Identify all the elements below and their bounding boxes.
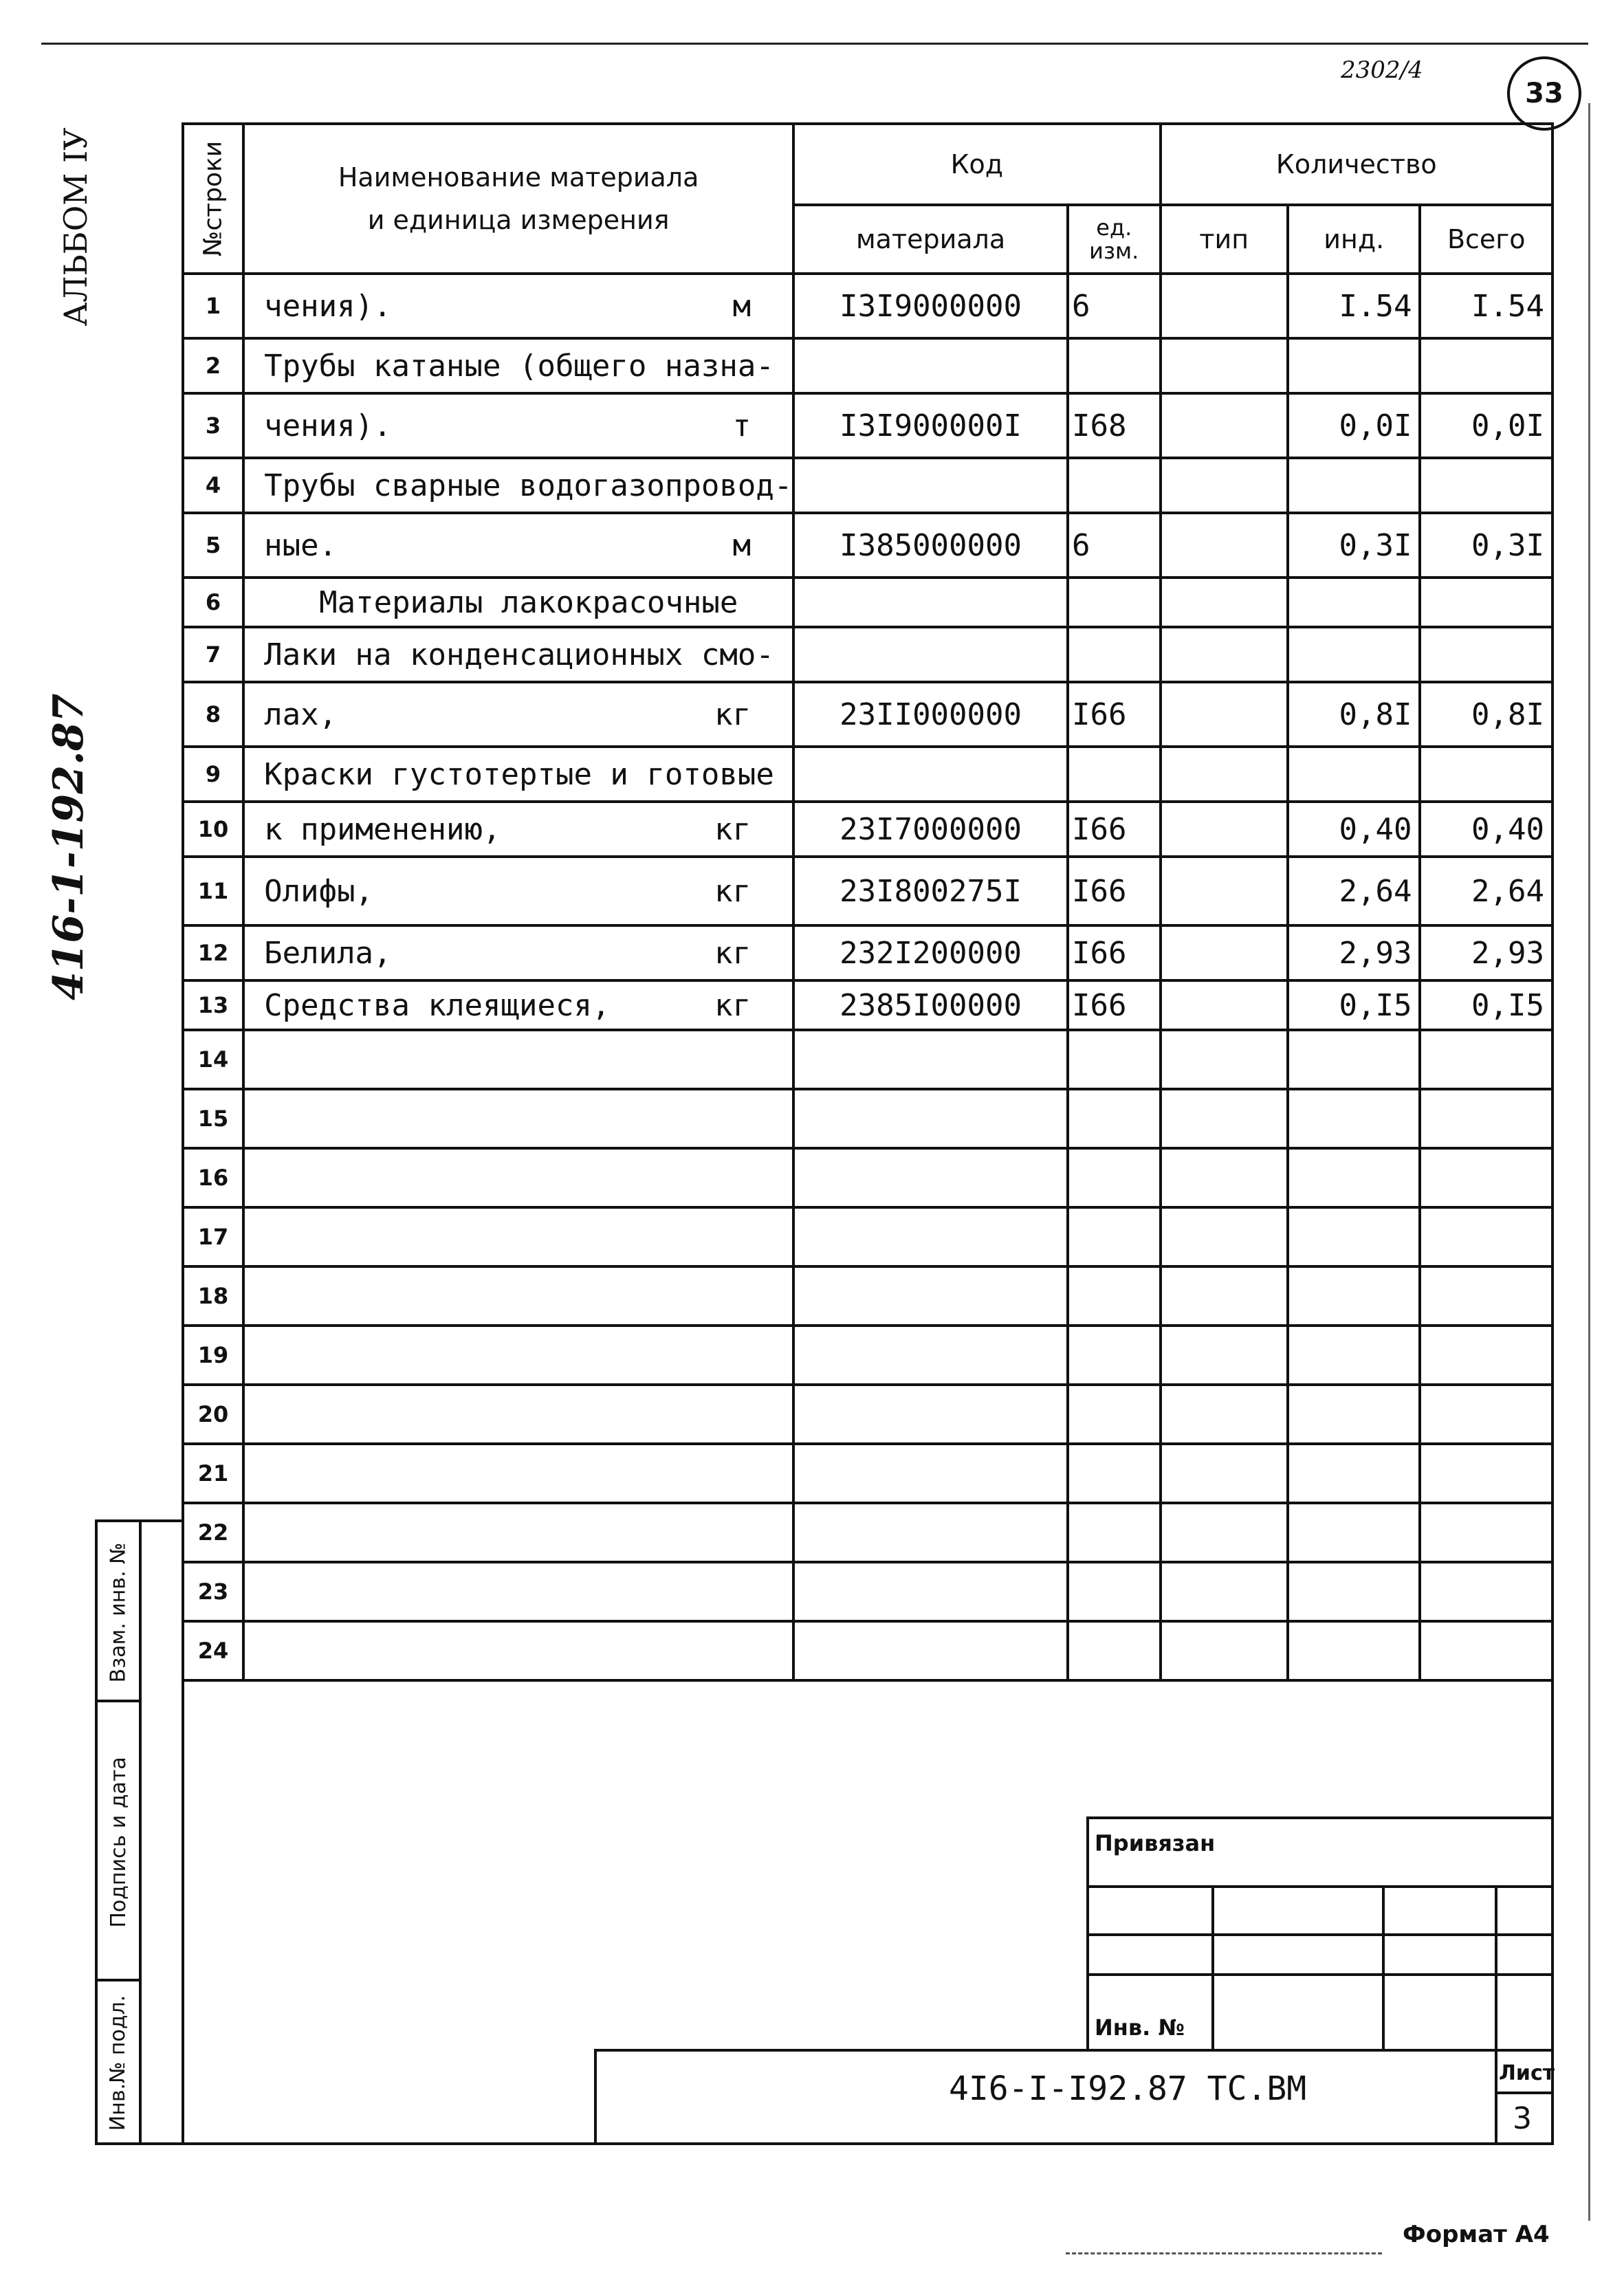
qty-total [1420,1562,1552,1621]
unit-of-measure: м [732,288,751,324]
unit-code [1068,1326,1161,1385]
table-row [183,980,1552,1030]
material-name-text: Средства клеящиеся, [264,987,611,1023]
stamp-line [1086,1816,1554,1819]
unit-code [1068,1266,1161,1326]
qty-type [1161,627,1288,682]
material-name [243,1266,793,1326]
unit-code [1068,1444,1161,1503]
row-number: 15 [183,1089,243,1148]
header-name [243,124,793,274]
material-name-text: Материалы лакокрасочные [319,584,738,620]
table-row [183,747,1552,802]
right-edge-line [1588,103,1590,2221]
material-code [793,1326,1068,1385]
strip-label-podpis: Подпись и дата [106,1756,131,1928]
header-name-line2: и единица измерения [367,205,670,235]
header-unit [1068,205,1161,274]
qty-total [1420,1444,1552,1503]
unit-code: I66 [1068,802,1161,857]
qty-type [1161,1030,1288,1089]
material-name [243,627,793,682]
row-number: 7 [183,627,243,682]
qty-ind [1288,338,1420,393]
top-note: 2302/4 [1341,56,1423,84]
table-row [183,578,1552,627]
qty-ind [1288,1266,1420,1326]
unit-of-measure: кг [714,696,751,732]
material-name-text: Трубы сварные водогазопровод- [264,468,793,503]
qty-type [1161,274,1288,338]
material-code [793,1089,1068,1148]
qty-ind: 0,40 [1288,802,1420,857]
material-code: I3I900000I [793,393,1068,458]
strip-divider [139,1522,142,2142]
material-code [793,1503,1068,1562]
material-name [243,578,793,627]
material-code: 23II000000 [793,682,1068,747]
table-row [183,458,1552,513]
page-number-circle [1507,56,1581,131]
unit-code [1068,1562,1161,1621]
material-code [793,1148,1068,1207]
qty-type [1161,1503,1288,1562]
material-name [243,1385,793,1444]
table-row [183,274,1552,338]
qty-total [1420,578,1552,627]
table-row [183,1326,1552,1385]
table-row [183,1148,1552,1207]
material-code: I3I9000000 [793,274,1068,338]
row-number: 24 [183,1621,243,1680]
material-code [793,578,1068,627]
table-row [183,1444,1552,1503]
table-row [183,857,1552,925]
header-name-line1: Наименование материала [338,162,699,193]
stamp-inv-no: Инв. № [1095,2014,1185,2041]
qty-total [1420,1503,1552,1562]
spec-table [182,122,1554,1682]
material-code [793,627,1068,682]
header-unit-line1: ед. [1096,215,1132,241]
qty-total [1420,747,1552,802]
material-name [243,1148,793,1207]
qty-type [1161,393,1288,458]
qty-ind [1288,1562,1420,1621]
row-number: 23 [183,1562,243,1621]
row-number: 9 [183,747,243,802]
stamp-line [1495,2091,1554,2094]
table-row [183,1503,1552,1562]
qty-ind: 0,0I [1288,393,1420,458]
qty-ind [1288,1089,1420,1148]
qty-total: 0,I5 [1420,980,1552,1030]
material-name [243,1503,793,1562]
qty-ind: 0,I5 [1288,980,1420,1030]
material-name-text: чения). [264,408,392,443]
top-border-line [41,43,1588,45]
table-row [183,1266,1552,1326]
unit-code: I68 [1068,393,1161,458]
material-name [243,1444,793,1503]
stamp-doc-code: 4I6-I-I92.87 ТС.ВМ [949,2069,1307,2108]
material-name-text: Трубы катаные (общего назна- [264,348,774,384]
material-code [793,1385,1068,1444]
stamp-line [1086,1973,1554,1976]
row-number: 4 [183,458,243,513]
material-name [243,802,793,857]
row-number: 12 [183,925,243,980]
qty-total: 0,3I [1420,513,1552,578]
qty-type [1161,802,1288,857]
unit-code: 6 [1068,513,1161,578]
material-name [243,980,793,1030]
qty-ind: 2,64 [1288,857,1420,925]
table-row [183,627,1552,682]
row-number: 2 [183,338,243,393]
table-row [183,1089,1552,1148]
material-name [243,1621,793,1680]
table-row [183,1385,1552,1444]
qty-total [1420,1089,1552,1148]
header-unit-line2: изм. [1089,238,1139,264]
row-number: 8 [183,682,243,747]
stamp-line [1086,1933,1554,1936]
header-type: тип [1161,205,1288,274]
material-name-text: чения). [264,288,392,324]
qty-type [1161,857,1288,925]
row-number: 21 [183,1444,243,1503]
table-row [183,1207,1552,1266]
material-name [243,1030,793,1089]
stamp-line [1382,1885,1385,2050]
row-number: 16 [183,1148,243,1207]
unit-code [1068,578,1161,627]
material-code [793,747,1068,802]
header-total: Всего [1420,205,1552,274]
table-row [183,393,1552,458]
qty-type [1161,458,1288,513]
bottom-dash-line [1066,2252,1382,2254]
unit-of-measure: т [732,408,751,443]
material-code [793,1207,1068,1266]
row-number: 17 [183,1207,243,1266]
row-number: 20 [183,1385,243,1444]
table-row [183,1030,1552,1089]
unit-code: I66 [1068,925,1161,980]
qty-total: I.54 [1420,274,1552,338]
qty-total [1420,1030,1552,1089]
qty-ind [1288,578,1420,627]
material-name-text: Лаки на конденсационных смо- [264,637,774,672]
material-name [243,458,793,513]
material-name [243,925,793,980]
row-number: 10 [183,802,243,857]
row-number: 1 [183,274,243,338]
table-row [183,682,1552,747]
material-name [243,393,793,458]
stamp-line [1211,1885,1214,2050]
header-quantity: Количество [1161,124,1553,205]
stamp-list-label: Лист [1499,2061,1555,2085]
qty-total: 2,93 [1420,925,1552,980]
unit-of-measure: кг [714,873,751,909]
qty-total [1420,1385,1552,1444]
material-name [243,682,793,747]
strip-label-vzam: Взам. инв. № [106,1542,131,1682]
qty-ind [1288,1148,1420,1207]
unit-of-measure: кг [714,987,751,1023]
qty-ind: 2,93 [1288,925,1420,980]
page-number: 33 [1525,78,1563,109]
material-code: 23I7000000 [793,802,1068,857]
qty-total [1420,1266,1552,1326]
qty-ind [1288,1621,1420,1680]
qty-type [1161,1266,1288,1326]
unit-code [1068,1385,1161,1444]
material-name [243,1562,793,1621]
qty-total [1420,627,1552,682]
header-material: материала [793,205,1068,274]
header-ind: инд. [1288,205,1420,274]
qty-ind [1288,1444,1420,1503]
unit-code [1068,1148,1161,1207]
unit-code: 6 [1068,274,1161,338]
material-name [243,747,793,802]
qty-total [1420,1621,1552,1680]
material-code: 2385I00000 [793,980,1068,1030]
material-code [793,1562,1068,1621]
qty-total [1420,1148,1552,1207]
stamp-line [1086,1885,1554,1888]
qty-total [1420,458,1552,513]
unit-code [1068,747,1161,802]
unit-of-measure: м [732,527,751,563]
material-name [243,1326,793,1385]
qty-type [1161,1385,1288,1444]
row-number: 11 [183,857,243,925]
material-name [243,857,793,925]
material-name [243,274,793,338]
side-album-label: АЛЬБОМ IУ [57,127,94,327]
qty-type [1161,1326,1288,1385]
stamp-line [594,2049,1554,2052]
left-signature-strip [95,1519,184,2145]
material-code [793,1444,1068,1503]
qty-type [1161,682,1288,747]
material-name [243,1089,793,1148]
qty-total [1420,1207,1552,1266]
unit-code [1068,1030,1161,1089]
stamp-privyazan: Привязан [1095,1830,1216,1856]
strip-label-inv-podl: Инв.№ подл. [106,1995,131,2131]
qty-ind [1288,1326,1420,1385]
qty-type [1161,1444,1288,1503]
material-name-text: ные. [264,527,338,563]
row-number: 14 [183,1030,243,1089]
row-number: 6 [183,578,243,627]
material-name-text: Белила, [264,935,392,971]
qty-ind: 0,8I [1288,682,1420,747]
material-code [793,1266,1068,1326]
stamp-line [594,2049,597,2145]
table-row [183,1621,1552,1680]
unit-code [1068,458,1161,513]
qty-type [1161,925,1288,980]
format-label: Формат А4 [1403,2221,1550,2248]
qty-total [1420,338,1552,393]
qty-ind [1288,1385,1420,1444]
table-row [183,513,1552,578]
material-code [793,338,1068,393]
row-number: 5 [183,513,243,578]
header-row-number: №строки [183,124,243,274]
table-body [183,274,1552,1680]
row-number: 13 [183,980,243,1030]
qty-total: 0,40 [1420,802,1552,857]
material-name-text: Краски густотертые и готовые [264,756,774,792]
material-name [243,1207,793,1266]
material-name-text: к применению, [264,811,501,847]
material-code: 23I800275I [793,857,1068,925]
side-doc-number: 416-1-192.87 [45,693,93,1000]
qty-ind [1288,458,1420,513]
table-row [183,1562,1552,1621]
unit-code [1068,338,1161,393]
unit-code [1068,1207,1161,1266]
unit-code [1068,1089,1161,1148]
unit-of-measure: кг [714,935,751,971]
material-name [243,338,793,393]
qty-type [1161,1562,1288,1621]
qty-ind [1288,627,1420,682]
qty-type [1161,1621,1288,1680]
material-code [793,1030,1068,1089]
qty-ind: 0,3I [1288,513,1420,578]
row-number: 22 [183,1503,243,1562]
material-code [793,458,1068,513]
unit-code: I66 [1068,857,1161,925]
qty-ind [1288,747,1420,802]
row-number: 3 [183,393,243,458]
row-number: 18 [183,1266,243,1326]
qty-total [1420,1326,1552,1385]
row-number: 19 [183,1326,243,1385]
material-code: 232I200000 [793,925,1068,980]
qty-type [1161,1089,1288,1148]
unit-code [1068,627,1161,682]
qty-type [1161,578,1288,627]
qty-type [1161,980,1288,1030]
table-row [183,338,1552,393]
material-code: I385000000 [793,513,1068,578]
qty-type [1161,513,1288,578]
material-code [793,1621,1068,1680]
material-name-text: Олифы, [264,873,374,909]
unit-code: I66 [1068,682,1161,747]
unit-code [1068,1503,1161,1562]
qty-type [1161,747,1288,802]
qty-total: 0,0I [1420,393,1552,458]
qty-type [1161,1207,1288,1266]
unit-code: I66 [1068,980,1161,1030]
qty-total: 0,8I [1420,682,1552,747]
unit-code [1068,1621,1161,1680]
unit-of-measure: кг [714,811,751,847]
qty-ind [1288,1503,1420,1562]
qty-ind: I.54 [1288,274,1420,338]
qty-type [1161,338,1288,393]
qty-total: 2,64 [1420,857,1552,925]
qty-ind [1288,1207,1420,1266]
material-name [243,513,793,578]
table-row [183,925,1552,980]
stamp-sheet-number: 3 [1513,2101,1532,2136]
stamp-line [1495,1885,1497,2145]
table-row [183,802,1552,857]
header-code: Код [793,124,1160,205]
material-name-text: лах, [264,696,338,732]
qty-ind [1288,1030,1420,1089]
qty-type [1161,1148,1288,1207]
